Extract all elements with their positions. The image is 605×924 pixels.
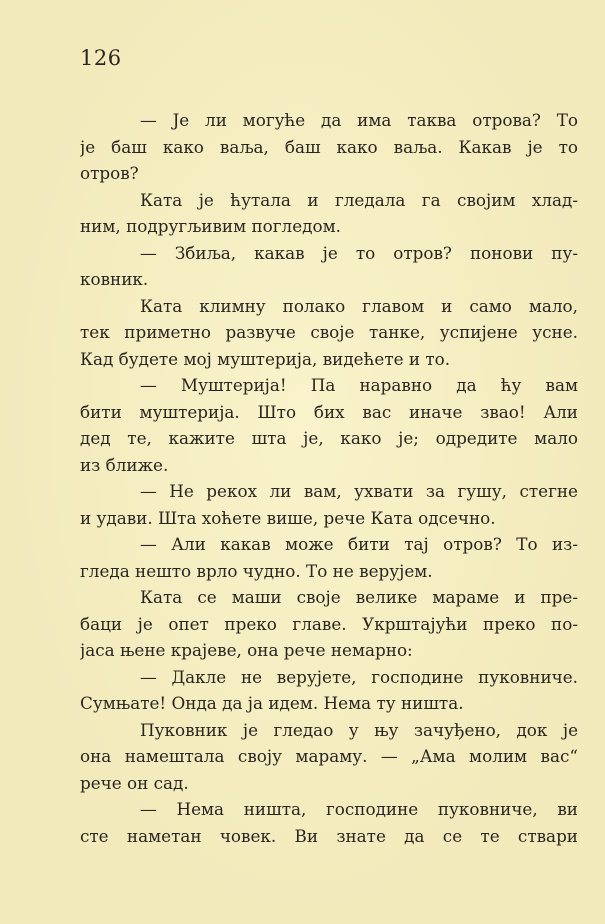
text-line: — Нема ништа, господине пуковниче, ви	[140, 799, 578, 819]
text-line: рече он сад.	[80, 772, 189, 793]
text-line: Ката је ћутала и гледала га својим хлад-	[140, 189, 578, 210]
text-line: Ката климну полако главом и само мало,	[140, 295, 578, 316]
text-line: — Је ли могуће да има таква отрова? То	[140, 110, 578, 130]
text-line: јаса њене крајеве, она рече немарно:	[80, 640, 413, 660]
body-text	[80, 107, 578, 849]
text-line: Сумњате! Онда да ја идем. Нема ту ништа.	[80, 693, 464, 713]
text-line: и удави. Шта хоћете више, рече Ката одсечно.	[80, 507, 496, 528]
text-line: гледа нешто врло чудно. То не верујем.	[80, 560, 433, 581]
text-line: Ката се маши своје велике мараме и пре-	[140, 587, 578, 607]
text-line: ним, подругљивим погледом.	[80, 216, 341, 236]
text-line: је баш како ваља, баш како ваља. Какав је то	[80, 136, 578, 157]
text-line: тек приметно развуче своје танке, успијене усне.	[80, 322, 578, 342]
text-line: — Збиља, какав је то отров? понови пу-	[140, 242, 578, 263]
text-line: из ближе.	[80, 454, 169, 475]
text-line: Пуковник је гледао у њу зачуђено, док је	[140, 719, 578, 740]
text-line: — Муштерија! Па наравно да ћу вам	[140, 375, 578, 395]
text-line: — Дакле не верујете, господине пуковниче.	[140, 666, 578, 687]
text-line: ковник.	[80, 269, 149, 289]
text-line: — Не рекох ли вам, ухвати за гушу, стегне	[140, 481, 578, 501]
text-line: дед те, кажите шта је, како је; одредите мало	[80, 428, 578, 448]
text-line: она намештала своју мараму. — „Ама молим вас“	[80, 746, 578, 766]
text-line: сте наметан човек. Ви знате да се те ствари	[80, 825, 578, 846]
text-line: бити муштерија. Што бих вас иначе звао! Али	[80, 401, 578, 422]
text-line: Кад будете мој муштерија, видећете и то.	[80, 348, 451, 369]
text-line: отров?	[80, 163, 139, 183]
page-number: 126	[80, 46, 122, 70]
text-line: баци је опет преко главе. Укрштајући преко по-	[80, 613, 578, 634]
text-line: — Али какав може бити тај отров? То из-	[140, 534, 578, 554]
